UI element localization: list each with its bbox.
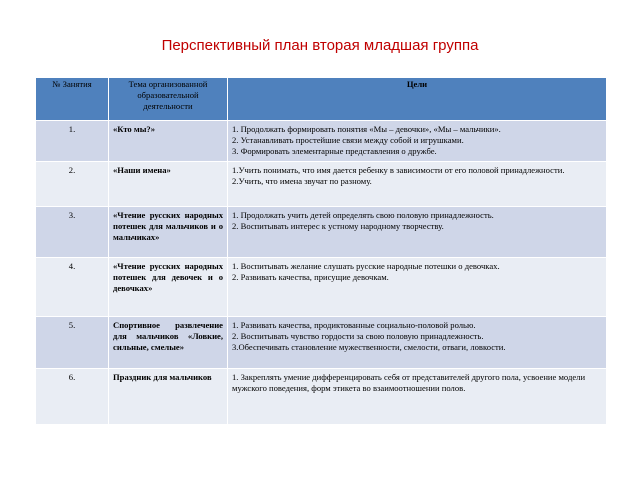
header-topic: Тема организованной образовательной деятельности xyxy=(109,78,228,121)
goal-item: 2. Устанавливать простейшие связи между собой и игрушками. xyxy=(232,135,464,145)
table-row xyxy=(36,369,607,425)
header-lesson-number: № Занятия xyxy=(36,78,109,121)
lesson-goals xyxy=(228,369,607,425)
lesson-goals xyxy=(228,207,607,258)
goal-item: 2. Воспитывать чувство гордости за свою половую принадлежность. xyxy=(232,331,484,341)
lesson-goals xyxy=(228,121,607,162)
lesson-number: 5. xyxy=(36,317,109,369)
goal-item: 1. Воспитывать желание слушать русские народные потешки о девочках. xyxy=(232,261,500,271)
plan-table xyxy=(35,77,607,425)
lesson-topic: Праздник для мальчиков xyxy=(109,369,228,425)
lesson-goals xyxy=(228,317,607,369)
table-row xyxy=(36,258,607,317)
goal-item: 1. Продолжать учить детей определять свою половую принадлежность. xyxy=(232,210,494,220)
lesson-goals xyxy=(228,258,607,317)
lesson-topic: «Наши имена» xyxy=(109,162,228,207)
lesson-number: 4. xyxy=(36,258,109,317)
page-title: Перспективный план вторая младшая группа xyxy=(161,37,479,54)
lesson-topic: «Чтение русских народных потешек для девочек и о девочках» xyxy=(109,258,228,317)
goal-item: 1. Продолжать формировать понятия «Мы – девочки», «Мы – мальчики». xyxy=(232,124,501,134)
table-row xyxy=(36,317,607,369)
lesson-number: 1. xyxy=(36,121,109,162)
lesson-topic: Спортивное развлечение для мальчиков «Ловкие, сильные, смелые» xyxy=(109,317,228,369)
table-row xyxy=(36,121,607,162)
lesson-number: 6. xyxy=(36,369,109,425)
table-row xyxy=(36,162,607,207)
lesson-goals xyxy=(228,162,607,207)
goal-item: 1. Закреплять умение дифференцировать себя от представителей другого пола, усвоение модели мужского поведения, форм этикета во взаимоотношении полов. xyxy=(232,372,586,393)
goal-item: 1.Учить понимать, что имя дается ребенку в зависимости от его половой принадлежности. xyxy=(232,165,565,175)
lesson-topic: «Чтение русских народных потешек для мальчиков и о мальчиках» xyxy=(109,207,228,258)
goal-item: 3.Обеспечивать становление мужественности, смелости, отваги, ловкости. xyxy=(232,342,506,352)
goal-item: 2.Учить, что имена звучат по разному. xyxy=(232,176,372,186)
table-header-row xyxy=(36,78,607,121)
lesson-number: 3. xyxy=(36,207,109,258)
goal-item: 2. Воспитывать интерес к устному народному творчеству. xyxy=(232,221,444,231)
lesson-topic: «Кто мы?» xyxy=(109,121,228,162)
goal-item: 2. Развивать качества, присущие девочкам. xyxy=(232,272,389,282)
lesson-number: 2. xyxy=(36,162,109,207)
goal-item: 3. Формировать элементарные представления о дружбе. xyxy=(232,146,437,156)
table-row xyxy=(36,207,607,258)
header-goals: Цели xyxy=(228,78,607,121)
goal-item: 1. Развивать качества, продиктованные социально-половой ролью. xyxy=(232,320,476,330)
